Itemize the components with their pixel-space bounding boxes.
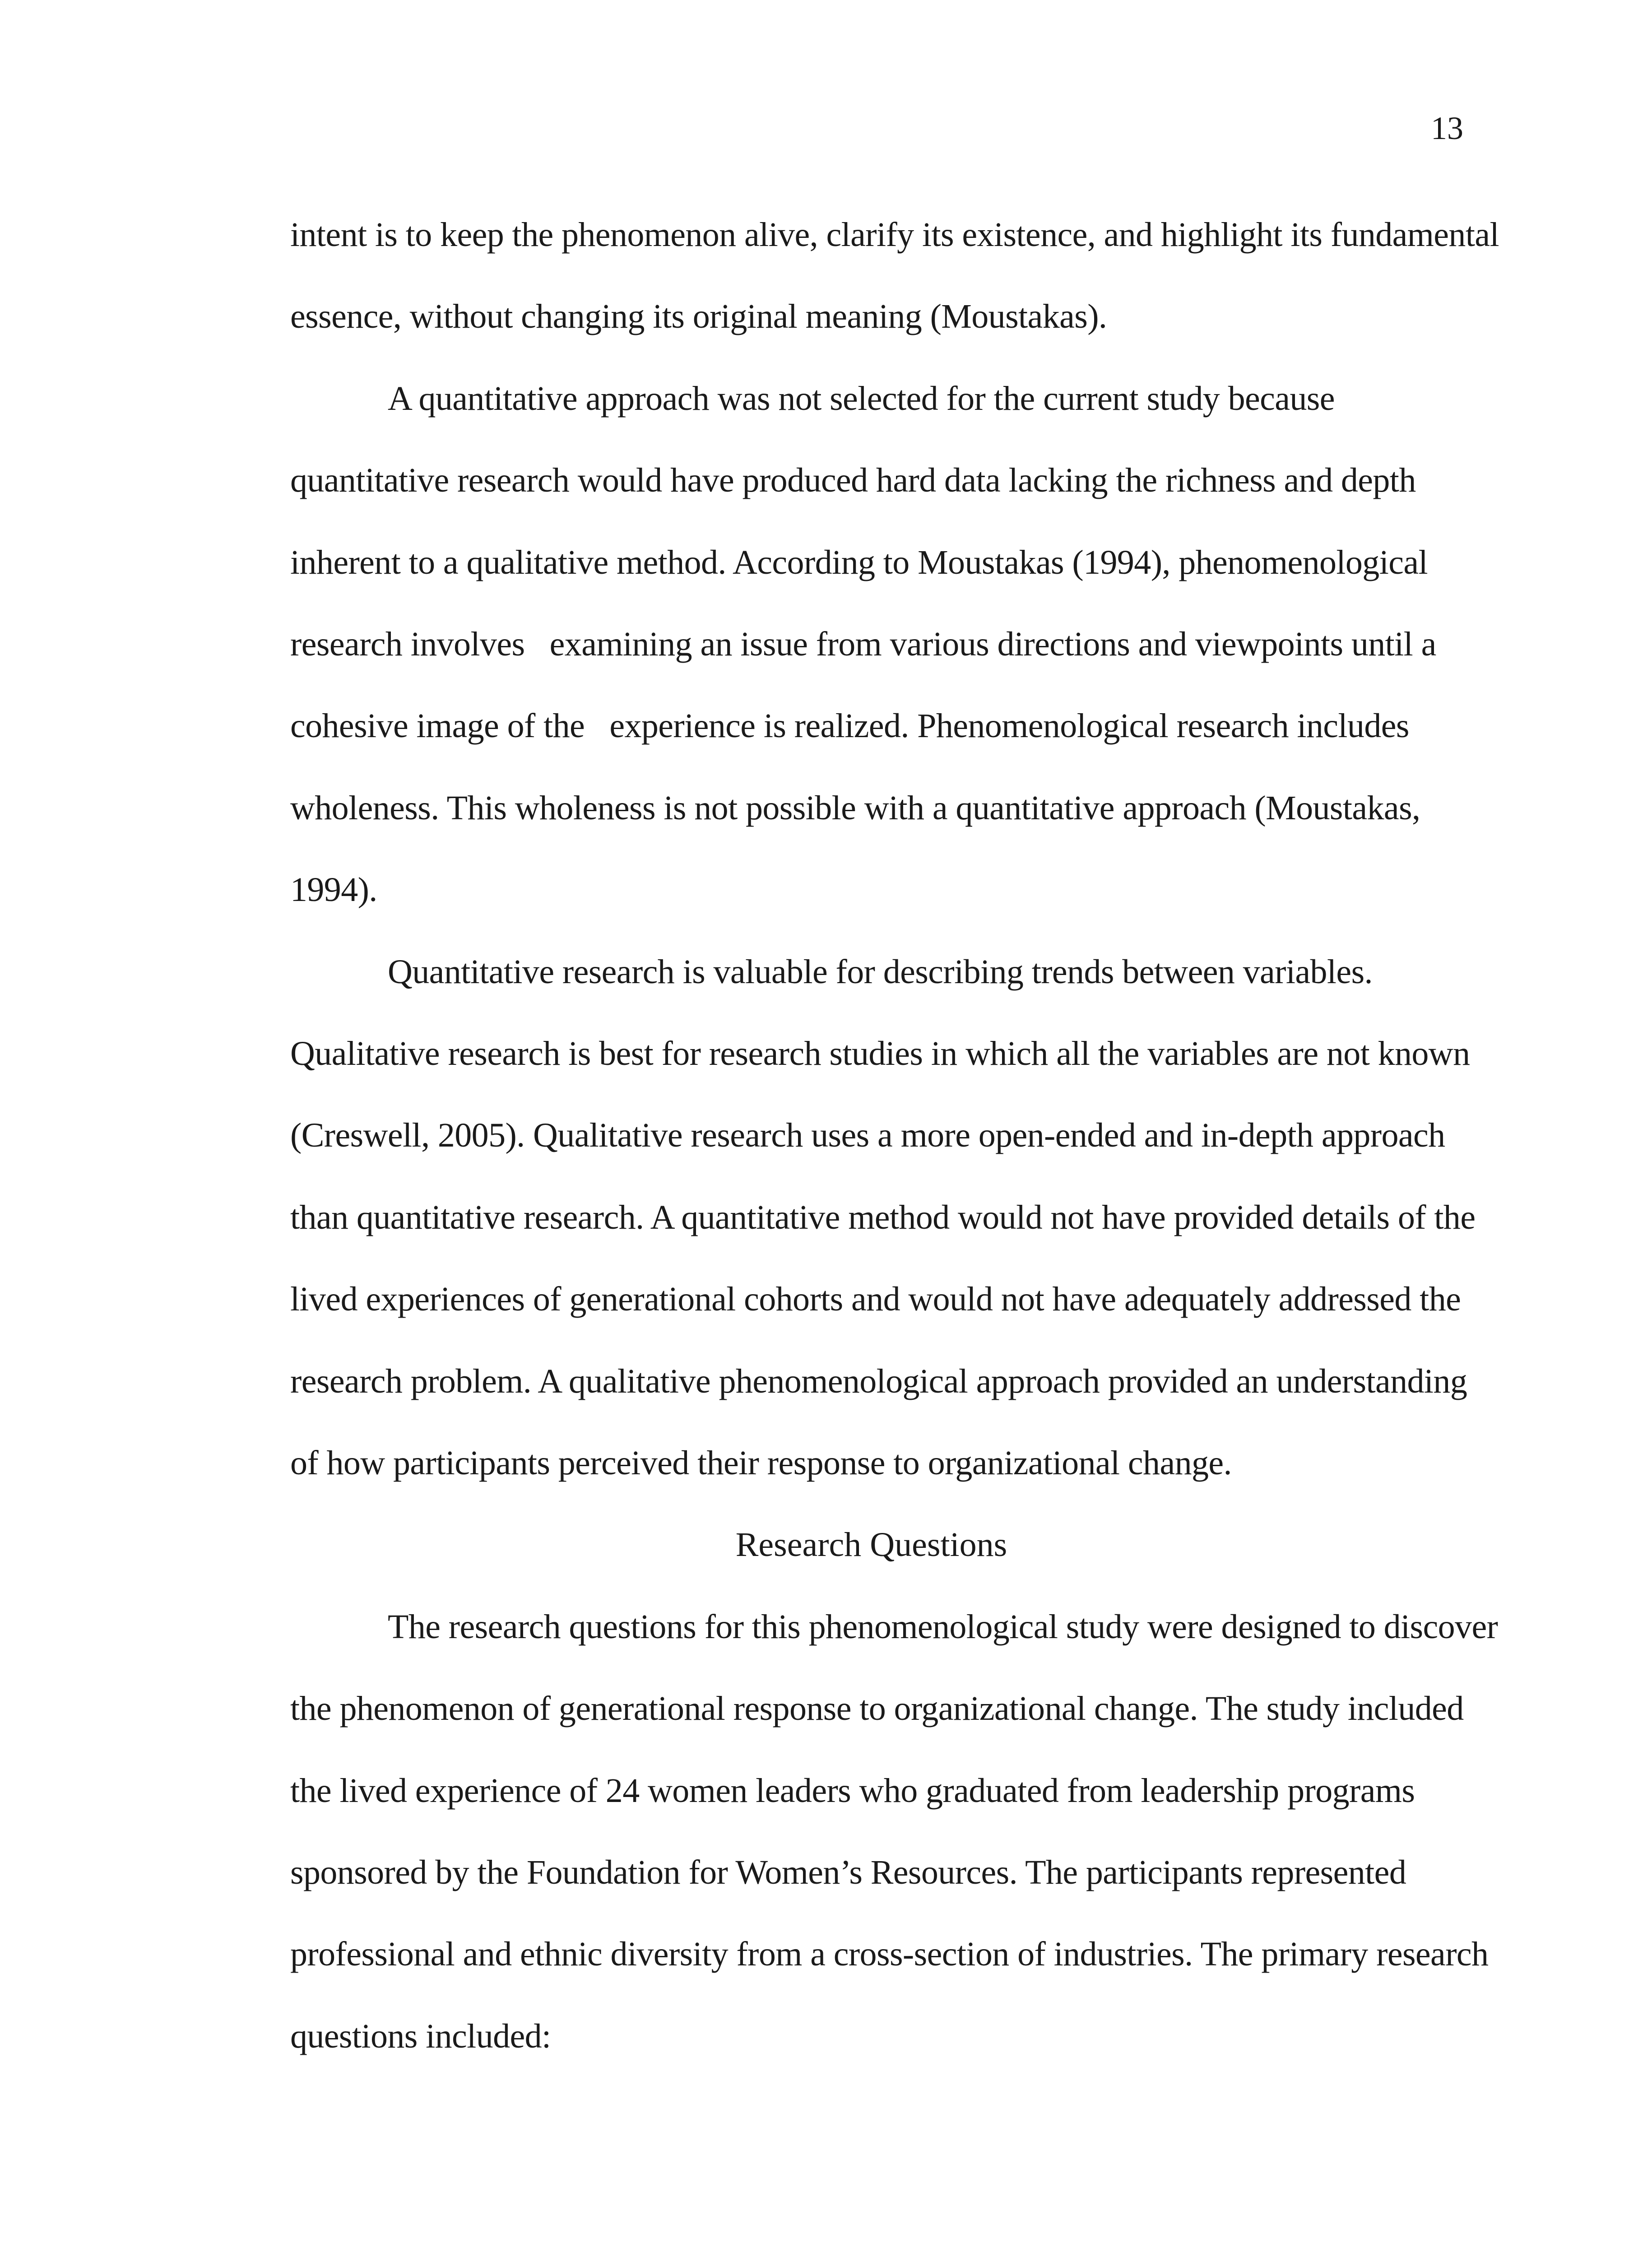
text-line: The research questions for this phenomenological study were designed to discover <box>388 1608 1498 1646</box>
text-line: cohesive image of the experience is realized. Phenomenological research includes <box>290 707 1409 745</box>
text-line: Quantitative research is valuable for describing trends between variables. <box>388 953 1373 991</box>
text-line: questions included: <box>290 2017 551 2055</box>
text-line: sponsored by the Foundation for Women’s Resources. The participants represented <box>290 1853 1406 1891</box>
text-line: wholeness. This wholeness is not possible with a quantitative approach (Moustakas, <box>290 789 1420 827</box>
text-line: professional and ethnic diversity from a cross-section of industries. The primary research <box>290 1935 1489 1973</box>
text-line: intent is to keep the phenomenon alive, clarify its existence, and highlight its fundamental <box>290 216 1499 254</box>
text-line: research problem. A qualitative phenomenological approach provided an understanding <box>290 1362 1467 1400</box>
text-line: than quantitative research. A quantitative method would not have provided details of the <box>290 1198 1476 1236</box>
page-number: 13 <box>1431 110 1463 146</box>
text-line: (Creswell, 2005). Qualitative research uses a more open-ended and in-depth approach <box>290 1116 1445 1154</box>
text-line: the lived experience of 24 women leaders who graduated from leadership programs <box>290 1772 1415 1810</box>
text-line: lived experiences of generational cohorts and would not have adequately addressed the <box>290 1280 1461 1318</box>
section-heading: Research Questions <box>735 1526 1007 1564</box>
text-line: A quantitative approach was not selected for the current study because <box>388 380 1335 418</box>
text-line: 1994). <box>290 871 377 909</box>
text-line: of how participants perceived their response to organizational change. <box>290 1444 1232 1482</box>
text-line: quantitative research would have produced hard data lacking the richness and depth <box>290 461 1416 499</box>
text-line: research involves examining an issue from various directions and viewpoints until a <box>290 625 1436 663</box>
text-line: essence, without changing its original meaning (Moustakas). <box>290 297 1107 335</box>
text-line: inherent to a qualitative method. According to Moustakas (1994), phenomenological <box>290 543 1428 581</box>
text-line: the phenomenon of generational response to organizational change. The study included <box>290 1690 1464 1728</box>
text-line: Qualitative research is best for research studies in which all the variables are not known <box>290 1035 1470 1073</box>
